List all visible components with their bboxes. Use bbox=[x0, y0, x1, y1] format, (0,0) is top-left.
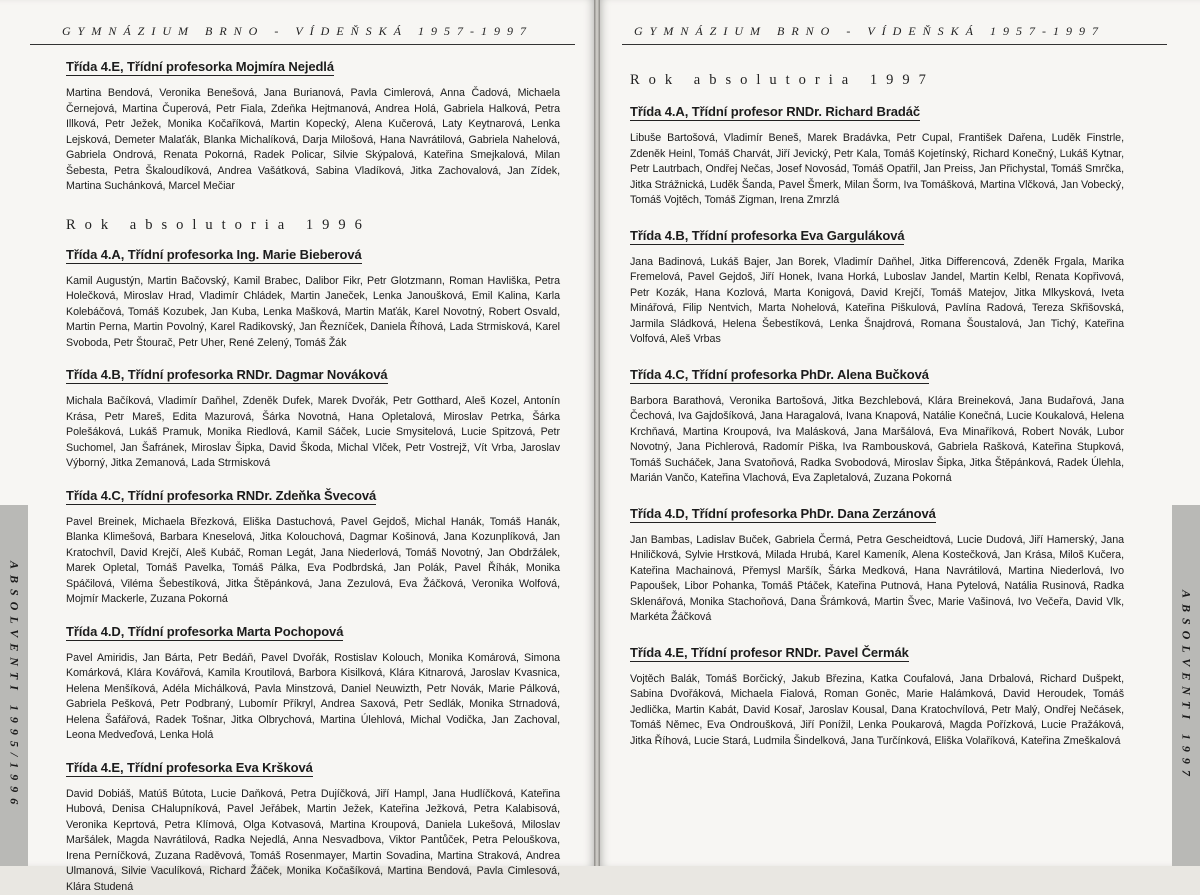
section-title: Třída 4.B, Třídní profesorka RNDr. Dagmar Nováková bbox=[66, 367, 388, 384]
section-title: Třída 4.D, Třídní profesorka PhDr. Dana Zerzánová bbox=[630, 506, 936, 523]
section-body: Jana Badinová, Lukáš Bajer, Jan Borek, Vladimír Daňhel, Jitka Differencová, Zdeněk Frgala, Marika Fremelová, Pavel Gejdoš, Jiří Honek, Ivana Horká, Luboslav Jandel, Martin Kelbl, Renata Kopřivová, Petr Kozák, Hana Kozlová, Marta Konigová, David Krejčí, Tomáš Matejov, Jitka Mlkysková, Iveta Minářová, Filip Nentvich, Marta Nohelová, Kateřina Piškulová, Pavlína Radová, Tereza Skřišovská, Jarmila Sládková, Helena Šebestíková, Lenka Šnajdrová, Romana Šoustalová, Jan Tichý, Kateřina Volfová, Aleš Vrbas bbox=[630, 255, 1124, 348]
section-body: Libuše Bartošová, Vladimír Beneš, Marek Bradávka, Petr Cupal, František Dařena, Luděk Finstrle, Zdeněk Heinl, Tomáš Charvát, Jiří Jevický, Petr Kala, Tomáš Kojetínský, Richard Konečný, Lukáš Kytnar, Petr Lautrbach, Ondřej Nečas, Josef Novosád, Tomáš Opatřil, Jan Preiss, Jan Přichystal, Tomáš Smrčka, Jitka Strážnická, Luděk Šanda, Pavel Šmerk, Milan Šorm, Iva Tomášková, Martina Vlčková, Jan Vobecký, Tomáš Vojtěch, Tomáš Zigman, Irena Zmrzlá bbox=[630, 131, 1124, 209]
left-page bbox=[0, 0, 594, 866]
section-4e-1995 bbox=[66, 58, 560, 195]
section-4e-1996 bbox=[66, 759, 560, 895]
section-4c-1996 bbox=[66, 487, 560, 608]
section-body: Jan Bambas, Ladislav Buček, Gabriela Čermá, Petra Gescheidtová, Lucie Dudová, Jiří Hamerský, Jana Hniličková, Sylvie Hrstková, Milada Hrubá, Karel Kameník, Alena Kostečková, Jan Krása, Miloš Kučera, Kateřina Machainová, Přemysl Maršík, Šárka Medková, Hana Navrátilová, Martina Niederlová, Ivo Papoušek, Libor Pohanka, Tomáš Ptáček, Kateřina Putnová, Hana Pytelová, Natália Rusinová, Radka Sklenářová, Monika Stachoňová, Dana Šrámková, Martin Švec, Marie Vašinová, Ivo Večeřa, David Vlk, Markéta Žáčková bbox=[630, 533, 1124, 626]
section-title: Třída 4.C, Třídní profesorka PhDr. Alena Bučková bbox=[630, 367, 929, 384]
side-tab-left bbox=[0, 505, 28, 866]
section-4a-1996 bbox=[66, 246, 560, 352]
section-title: Třída 4.B, Třídní profesorka Eva Garguláková bbox=[630, 228, 904, 245]
section-body: Martina Bendová, Veronika Benešová, Jana Burianová, Pavla Cimlerová, Anna Čadová, Michaela Černejová, Martina Čuperová, Petr Fiala, Zdeňka Hejtmanová, Andrea Holá, Gabriela Halková, Petra Illková, Petr Ježek, Monika Kočaříková, Martin Kopecký, Alena Kučerová, Laty Keytnarová, Lenka Lejsková, Demeter Malaťák, Blanka Michalíková, Darja Milošová, Hana Navrátilová, Gabriela Nahelová, Gabriela Ondrová, Renata Pokorná, Radek Policar, Silvie Skýpalová, Kateřina Smejkalová, Milan Šebesta, Petra Škaloudíková, Andrea Vašátková, Sabina Vladíková, Jitka Zachovalová, Jan Zídek, Martina Suchánková, Marcel Mečiar bbox=[66, 86, 560, 195]
side-tab-label: ABSOLVENTI 1995/1996 bbox=[7, 561, 22, 810]
section-body: Pavel Amiridis, Jan Bárta, Petr Bedáň, Pavel Dvořák, Rostislav Kolouch, Monika Komárová, Simona Komárková, Klára Kovářová, Kamila Kroutilová, Barbora Kisilková, Klára Kitnarová, Jaroslav Kvasnica, Helena Menšíková, Adéla Michálková, Pavla Minstzová, Daniel Neuwizth, Petr Novák, Marie Pálková, Gabriela Pešková, Petr Podbraný, Lubomír Příkryl, Andrea Saxová, Petr Sedlák, Monika Strnadová, Helena Šafářová, Radek Tošnar, Jitka Olbrychová, Martina Úlehlová, Michal Vodička, Jan Zachoval, Leona Medveďová, Lenka Holá bbox=[66, 651, 560, 744]
section-body: Vojtěch Balák, Tomáš Borčický, Jakub Březina, Katka Coufalová, Jana Drbalová, Richard Dušpekt, Sabina Dvořáková, Michaela Fialová, Roman Gonēc, Marie Halámková, David Heroudek, Tomáš Jedlička, Martin Kabát, David Kosař, Jaroslav Kousal, Dana Kratochvílová, Petr Malý, Ondřej Nečásek, Tomáš Němec, Eva Ondroušková, Jiří Ponížil, Lenka Poukarová, Magda Pořízková, Lucie Pražáková, Jitka Říhová, Lucie Stará, Ludmila Šindelková, Jana Turčínková, Eliška Volaříková, Kateřina Zmeškalová bbox=[630, 672, 1124, 750]
section-4d-1996 bbox=[66, 623, 560, 744]
section-4d-1997 bbox=[630, 505, 1124, 626]
right-page bbox=[600, 0, 1200, 866]
section-4b-1997 bbox=[630, 227, 1124, 348]
section-title: Třída 4.E, Třídní profesorka Eva Kršková bbox=[66, 760, 313, 777]
header-rule-left bbox=[30, 44, 575, 45]
year-heading-1996: Rok absolutoria 1996 bbox=[66, 217, 560, 234]
right-content bbox=[630, 72, 1124, 749]
running-header-right: GYMNÁZIUM BRNO - VÍDEŇSKÁ 1957-1997 bbox=[634, 24, 1105, 42]
section-title: Třída 4.C, Třídní profesorka RNDr. Zdeňka Švecová bbox=[66, 488, 376, 505]
section-title: Třída 4.E, Třídní profesor RNDr. Pavel Čermák bbox=[630, 645, 909, 662]
section-body: David Dobiáš, Matúš Bútota, Lucie Daňková, Petra Dujíčková, Jiří Hampl, Jana Hudlíčková, Kateřina Hubová, Denisa CHalupníková, Pavel Jeřábek, Martin Ježek, Kateřina Ježková, Petra Kalabisová, Veronika Keprtová, Petra Klímová, Olga Kotvasová, Martina Kroupová, Daniela Lukešová, Miloslav Maršálek, Magda Navrátilová, Radka Nejedlá, Anna Nesvadbova, Viktor Pantůček, Petra Pelouškova, Irena Perníčková, Zuzana Raděvová, Tomáš Rosenmayer, Martin Sovadina, Martina Straková, Andrea Ulmanová, Silvie Vaculíková, Richard Žáček, Monika Kočašíková, Martina Bendová, Pavla Cimlesová, Klára Studená bbox=[66, 787, 560, 895]
section-4e-1997 bbox=[630, 644, 1124, 750]
section-title: Třída 4.A, Třídní profesor RNDr. Richard Bradáč bbox=[630, 104, 920, 121]
section-4a-1997 bbox=[630, 103, 1124, 209]
header-rule-right bbox=[622, 44, 1167, 45]
section-title: Třída 4.D, Třídní profesorka Marta Pochopová bbox=[66, 624, 343, 641]
year-heading-1997: Rok absolutoria 1997 bbox=[630, 72, 1124, 89]
section-title: Třída 4.E, Třídní profesorka Mojmíra Nejedlá bbox=[66, 59, 334, 76]
section-body: Michala Bačíková, Vladimír Daňhel, Zdeněk Dufek, Marek Dvořák, Petr Gotthard, Aleš Kozel, Antonín Krása, Petr Mareš, Edita Mazurová, Šárka Novotná, Hana Opletalová, Miroslav Petrka, Šárka Polešáková, Lukáš Pramuk, Monika Riedlová, Kamil Sáček, Lucie Smysitelová, Lucie Spitzová, Petr Suchomel, Jan Šafránek, Miroslav Šipka, David Škoda, Michal Vlček, Petr Vostrejž, Vít Vrba, Jaroslav Výborný, Jitka Zemanová, Lada Strmisková bbox=[66, 394, 560, 472]
section-title: Třída 4.A, Třídní profesorka Ing. Marie Bieberová bbox=[66, 247, 362, 264]
section-4b-1996 bbox=[66, 366, 560, 472]
running-header-left: GYMNÁZIUM BRNO - VÍDEŇSKÁ 1957-1997 bbox=[62, 24, 533, 42]
side-tab-right bbox=[1172, 505, 1200, 866]
section-4c-1997 bbox=[630, 366, 1124, 487]
section-body: Barbora Barathová, Veronika Bartošová, Jitka Bezchlebová, Klára Breineková, Jana Budařová, Jana Čechová, Iva Gajdošíková, Jana Haragalová, Ivana Knapová, Natálie Konečná, Lucie Koukalová, Helena Krchňavá, Martina Kroupová, Iva Malásková, Jana Maršálová, Eva Minaříková, Robert Novák, Lubor Novotný, Jana Pichlerová, Radomír Piška, Iva Rambousková, Gabriela Rašková, Kateřina Stupková, Tomáš Sucháček, Jana Svatoňová, Radka Svobodová, Miroslav Šipka, Jitka Štěpánková, Radek Úlehla, Marián Vančo, Kateřina Vlachová, Eva Zapletalová, Zuzana Pokorná bbox=[630, 394, 1124, 487]
section-body: Pavel Breinek, Michaela Březková, Eliška Dastuchová, Pavel Gejdoš, Michal Hanák, Tomáš Hanák, Blanka Klimešová, Barbara Kneselová, Jitka Kolouchová, Dagmar Košinová, Jana Kozunplíková, Jan Kratochvíl, David Krejčí, Aleš Kubáč, Roman Legát, Jana Niederlová, Tomáš Novotný, Jan Obdržálek, Marek Opletal, Tomáš Pavelka, Tomáš Pálka, Eva Podbrdská, Jan Polák, Pavel Říhák, Monika Spáčilová, Viléma Šebestíková, Jitka Štěpánková, Jana Zezulová, Eva Žáčková, Veronika Wolfová, Mojmír Mackerle, Zuzana Pokorná bbox=[66, 515, 560, 608]
left-content bbox=[66, 58, 560, 895]
side-tab-label: ABSOLVENTI 1997 bbox=[1179, 590, 1194, 782]
section-body: Kamil Augustýn, Martin Bačovský, Kamil Brabec, Dalibor Fikr, Petr Glotzmann, Roman Havliška, Petra Holečková, Miroslav Hrad, Vladimír Chládek, Martin Janeček, Lenka Janoušková, Emil Kalina, Karla Kolebáčová, Tomáš Kozubek, Jan Kuba, Lenka Mašková, Martin Maťák, Karel Novotný, Robert Osvald, Martin Perna, Martin Povolný, Karel Radikovský, Jan Řezníček, Daniela Říhová, Lada Strmisková, Karel Svoboda, Petr Štourač, Petr Uher, René Zelený, Tomáš Žák bbox=[66, 274, 560, 352]
